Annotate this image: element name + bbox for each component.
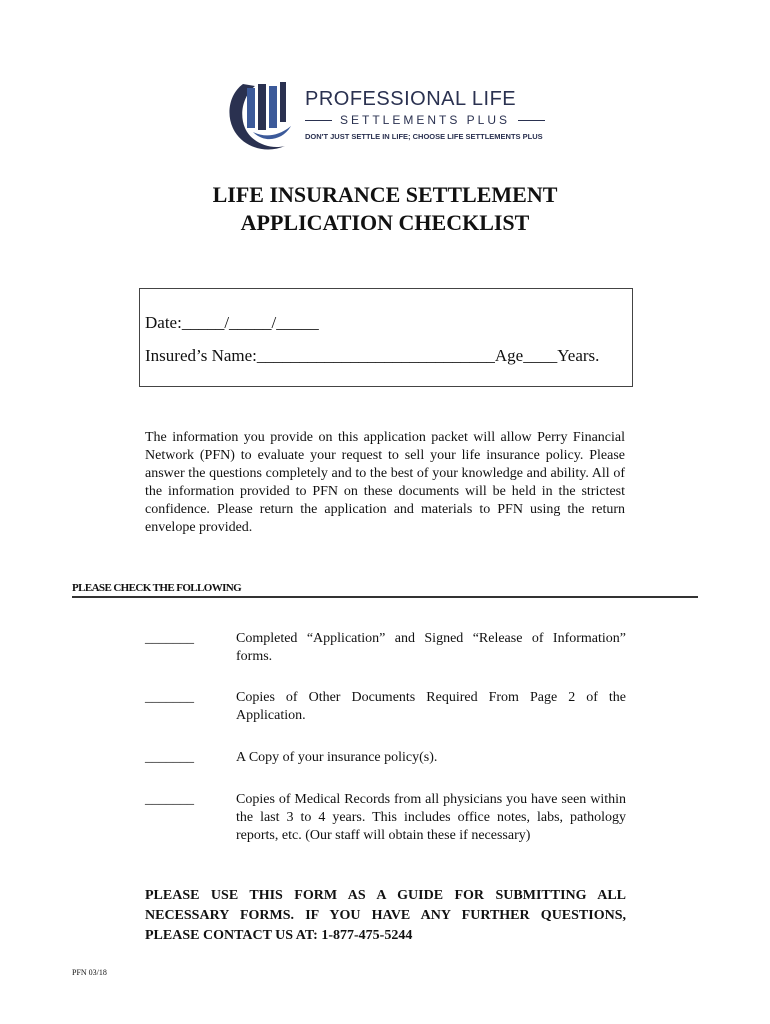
insured-info-box [139, 288, 633, 387]
checklist-item-1: Completed “Application” and Signed “Release of Information” forms. [236, 631, 626, 664]
brand-name: PROFESSIONAL LIFE [305, 88, 517, 110]
divider [305, 120, 332, 121]
checklist-blank-4[interactable]: _______ [145, 792, 194, 807]
insured-name-age-field[interactable]: Insured’s Name:____________________________Age____Years. [145, 346, 600, 365]
company-logo-text [305, 88, 545, 141]
checklist-item-4: Copies of Medical Records from all physicians you have seen within the last 3 to 4 years. This includes office notes, labs, pathology reports, etc. (Our staff will obtain these if necessary) [236, 792, 626, 843]
brand-subtitle: SETTLEMENTS PLUS [339, 113, 511, 127]
checklist-blank-3[interactable]: _______ [145, 750, 194, 765]
document-title-line-1: LIFE INSURANCE SETTLEMENT [212, 182, 558, 207]
checklist-blank-2[interactable]: _______ [145, 690, 194, 705]
form-code-footer: PFN 03/18 [72, 968, 107, 977]
document-title-line-2: APPLICATION CHECKLIST [240, 210, 530, 235]
intro-paragraph: The information you provide on this application packet will allow Perry Financial Network (PFN) to evaluate your request to sell your life insurance policy. Please answer the questions completely and to the best of your knowledge and ability. All of the information provided to PFN on these documents will be held in the strictest confidence. Please return the application and materials to PFN using the return envelope provided. [145, 430, 625, 535]
checklist-item-3: A Copy of your insurance policy(s). [236, 750, 438, 765]
checklist-item-2: Copies of Other Documents Required From Page 2 of the Application. [236, 690, 626, 723]
checklist-blank-1[interactable]: _______ [145, 631, 194, 646]
brand-tagline: DON'T JUST SETTLE IN LIFE; CHOOSE LIFE SETTLEMENTS PLUS [305, 132, 543, 141]
divider [518, 120, 545, 121]
brand-subline [305, 113, 545, 127]
section-heading: PLEASE CHECK THE FOLLOWING [72, 582, 242, 594]
closing-instructions: PLEASE USE THIS FORM AS A GUIDE FOR SUBMITTING ALL NECESSARY FORMS. IF YOU HAVE ANY FURTHER QUESTIONS, PLEASE CONTACT US AT: 1-877-475-5244 [145, 888, 626, 943]
date-field[interactable]: Date:_____/_____/_____ [145, 313, 319, 332]
section-divider [72, 596, 698, 598]
